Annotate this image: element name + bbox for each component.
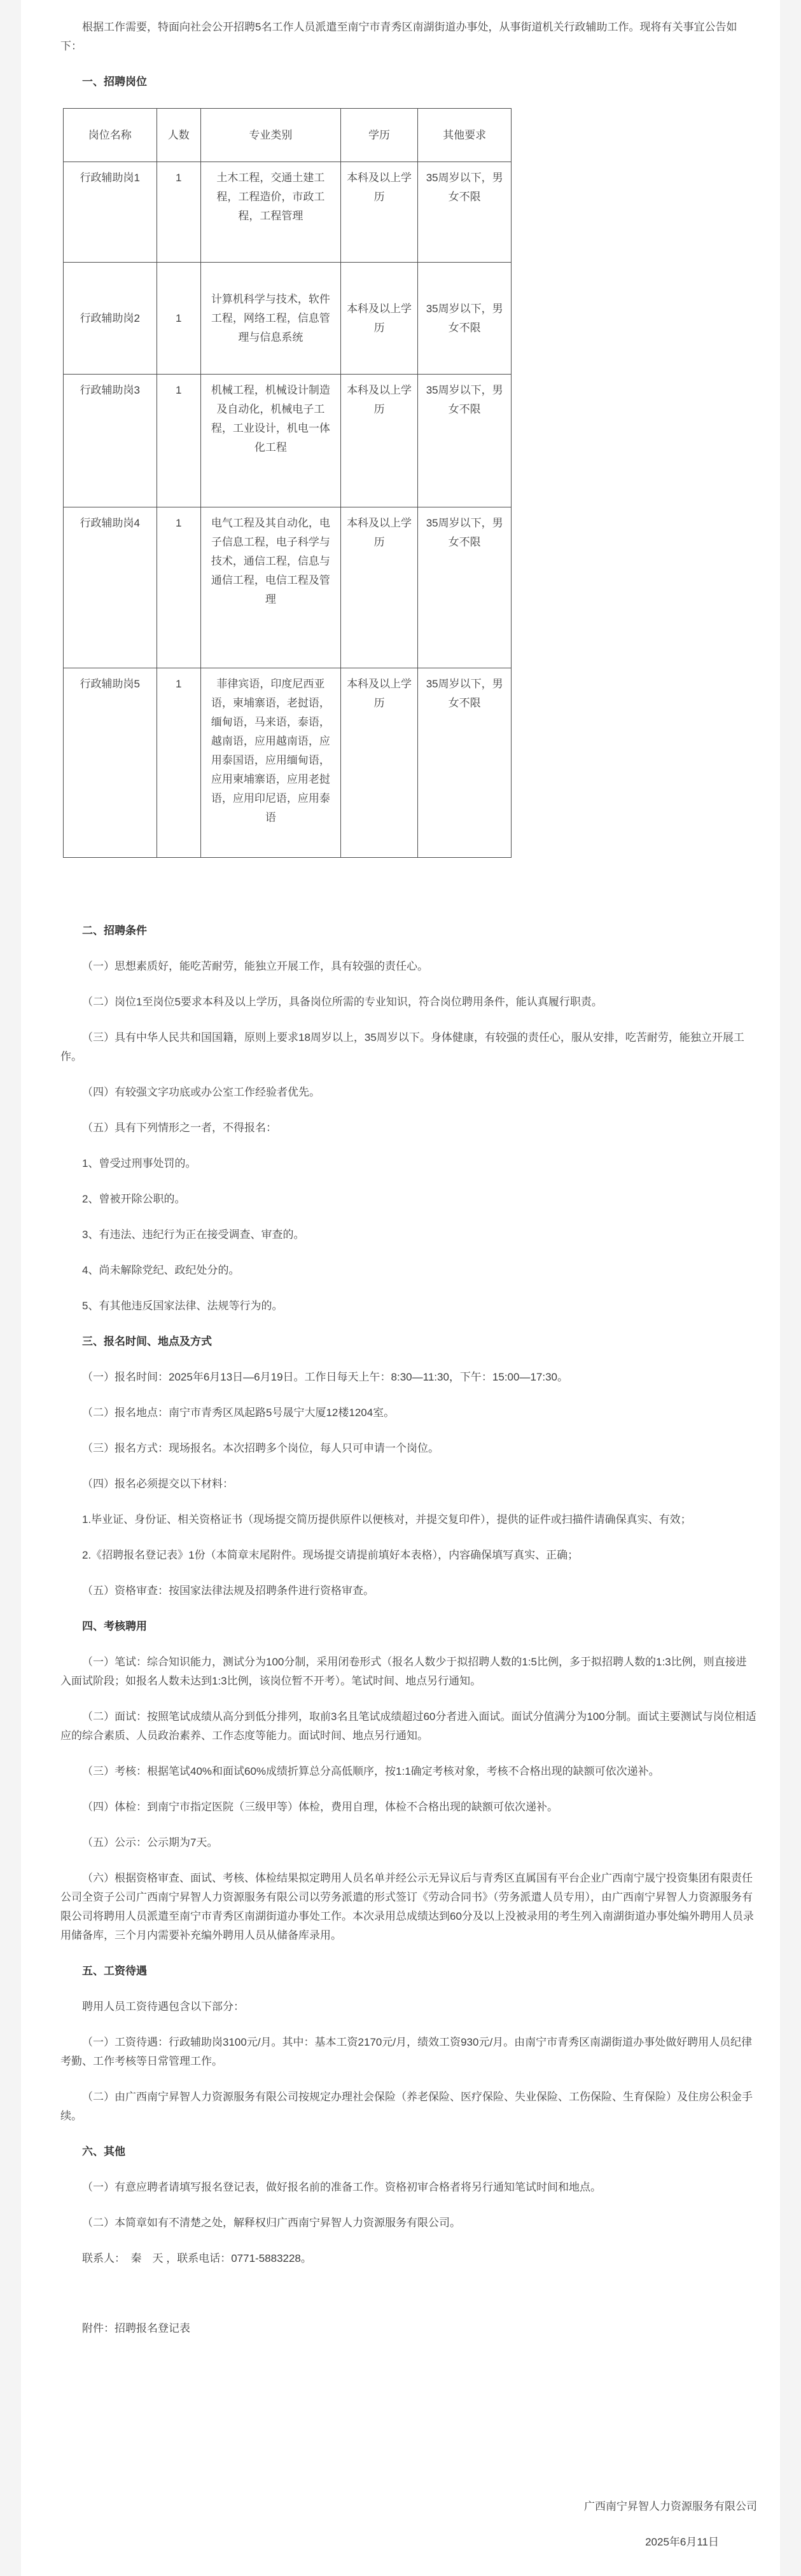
salary-item: （一）工资待遇：行政辅助岗3100元/月。其中：基本工资2170元/月，绩效工资930元/月。由南宁市青秀区南湖街道办事处做好聘用人员纪律考勤、工作考核等日常管理工作。 bbox=[60, 2036, 753, 2067]
other-item: （一）有意应聘者请填写报名登记表，做好报名前的准备工作。资格初审合格者将另行通知笔试时间和地点。 bbox=[82, 2181, 601, 2193]
column-header-other: 其他要求 bbox=[418, 109, 512, 162]
table-row bbox=[64, 263, 512, 375]
disqualification-item: 2、曾被开除公职的。 bbox=[82, 1193, 186, 1205]
salary-lead: 聘用人员工资待遇包含以下部分： bbox=[82, 2001, 244, 2013]
other-item: （二）本简章如有不清楚之处，解释权归广西南宁昇智人力资源服务有限公司。 bbox=[82, 2217, 461, 2229]
section3-heading: 三、报名时间、地点及方式 bbox=[82, 1335, 212, 1347]
assessment-item: （二）面试：按照笔试成绩从高分到低分排列，取前3名且笔试成绩超过60分者进入面试。面试分值满分为100分制。面试主要测试与岗位相适应的综合素质、人员政治素养、工作态度等能力。面试时间、地点另行通知。 bbox=[60, 1711, 756, 1742]
education-cell: 本科及以上学历 bbox=[340, 668, 418, 858]
count-cell: 1 bbox=[157, 375, 200, 507]
section2-heading: 二、招聘条件 bbox=[82, 925, 147, 937]
count-cell: 1 bbox=[157, 263, 200, 375]
material-item: 2.《招聘报名登记表》1份（本简章末尾附件。现场提交请提前填好本表格），内容确保填写真实、正确； bbox=[82, 1549, 579, 1561]
condition-item: （四）有较强文字功底或办公室工作经验者优先。 bbox=[82, 1086, 320, 1098]
recruitment-positions-table bbox=[63, 108, 512, 858]
signature-company: 广西南宁昇智人力资源服务有限公司 bbox=[584, 2500, 757, 2512]
majors-cell: 机械工程，机械设计制造及自动化，机械电子工程，工业设计，机电一体化工程 bbox=[200, 375, 340, 507]
registration-item: （四）报名必须提交以下材料： bbox=[82, 1478, 233, 1490]
assessment-item: （六）根据资格审查、面试、考核、体检结果拟定聘用人员名单并经公示无异议后与青秀区直属国有平台企业广西南宁晟宁投资集团有限责任公司全资子公司广西南宁昇智人力资源服务有限公司以劳务派遣的形式签订《劳动合同书》（劳务派遣人员专用），由广西南宁昇智人力资源服务有限公司将聘用人员派遣至南宁市青秀区南湖街道办事处工作。本次录用总成绩达到60分及以上没被录用的考生列入南湖街道办事处编外聘用人员录用储备库，三个月内需要补充编外聘用人员从储备库录用。 bbox=[60, 1872, 754, 1941]
condition-item: （五）具有下列情形之一者，不得报名： bbox=[82, 1122, 277, 1134]
education-cell: 本科及以上学历 bbox=[340, 162, 418, 263]
other-requirements-cell: 35周岁以下，男女不限 bbox=[418, 375, 512, 507]
condition-item: （三）具有中华人民共和国国籍，原则上要求18周岁以上，35周岁以下。身体健康，有较强的责任心，服从安排，吃苦耐劳，能独立开展工作。 bbox=[60, 1031, 744, 1063]
table-header-row bbox=[64, 109, 512, 162]
column-header-majors: 专业类别 bbox=[200, 109, 340, 162]
salary-item: （二）由广西南宁昇智人力资源服务有限公司按规定办理社会保险（养老保险、医疗保险、失业保险、工伤保险、生育保险）及住房公积金手续。 bbox=[60, 2091, 753, 2122]
count-cell: 1 bbox=[157, 668, 200, 858]
section5-heading: 五、工资待遇 bbox=[82, 1965, 147, 1977]
disqualification-item: 3、有违法、违纪行为正在接受调查、审查的。 bbox=[82, 1229, 305, 1241]
section1-heading: 一、招聘岗位 bbox=[82, 76, 147, 88]
intro-paragraph: 根据工作需要，特面向社会公开招聘5名工作人员派遣至南宁市青秀区南湖街道办事处，从事街道机关行政辅助工作。现将有关事宜公告如下： bbox=[60, 21, 737, 52]
position-cell: 行政辅助岗1 bbox=[64, 162, 157, 263]
position-cell: 行政辅助岗2 bbox=[64, 263, 157, 375]
registration-item: （五）资格审查：按国家法律法规及招聘条件进行资格审查。 bbox=[82, 1585, 374, 1597]
section6-heading: 六、其他 bbox=[82, 2146, 125, 2158]
registration-item: （三）报名方式：现场报名。本次招聘多个岗位，每人只可申请一个岗位。 bbox=[82, 1442, 439, 1454]
table-row bbox=[64, 162, 512, 263]
signature-date: 2025年6月11日 bbox=[645, 2536, 719, 2548]
count-cell: 1 bbox=[157, 507, 200, 668]
column-header-education: 学历 bbox=[340, 109, 418, 162]
disqualification-item: 1、曾受过刑事处罚的。 bbox=[82, 1157, 197, 1169]
disqualification-item: 5、有其他违反国家法律、法规等行为的。 bbox=[82, 1300, 283, 1312]
other-requirements-cell: 35周岁以下，男女不限 bbox=[418, 507, 512, 668]
attachment-line: 附件：招聘报名登记表 bbox=[82, 2322, 190, 2334]
table-row bbox=[64, 668, 512, 858]
table-row bbox=[64, 507, 512, 668]
registration-item: （一）报名时间：2025年6月13日—6月19日。工作日每天上午：8:30—11:30，下午：15:00—17:30。 bbox=[82, 1371, 568, 1383]
condition-item: （二）岗位1至岗位5要求本科及以上学历，具备岗位所需的专业知识，符合岗位聘用条件，能认真履行职责。 bbox=[82, 996, 602, 1008]
material-item: 1.毕业证、身份证、相关资格证书（现场提交简历提供原件以便核对，并提交复印件），提供的证件或扫描件请确保真实、有效； bbox=[82, 1513, 692, 1526]
table-row bbox=[64, 375, 512, 507]
education-cell: 本科及以上学历 bbox=[340, 263, 418, 375]
education-cell: 本科及以上学历 bbox=[340, 375, 418, 507]
majors-cell: 电气工程及其自动化，电子信息工程，电子科学与技术，通信工程，信息与通信工程，电信工程及管理 bbox=[200, 507, 340, 668]
education-cell: 本科及以上学历 bbox=[340, 507, 418, 668]
other-requirements-cell: 35周岁以下，男女不限 bbox=[418, 263, 512, 375]
other-requirements-cell: 35周岁以下，男女不限 bbox=[418, 162, 512, 263]
column-header-position: 岗位名称 bbox=[64, 109, 157, 162]
column-header-count: 人数 bbox=[157, 109, 200, 162]
majors-cell: 菲律宾语，印度尼西亚语，柬埔寨语，老挝语，缅甸语，马来语，泰语，越南语，应用越南语，应用泰国语，应用缅甸语，应用柬埔寨语，应用老挝语，应用印尼语，应用泰语 bbox=[200, 668, 340, 858]
announcement-document bbox=[21, 0, 780, 2576]
majors-cell: 计算机科学与技术，软件工程，网络工程，信息管理与信息系统 bbox=[200, 263, 340, 375]
assessment-item: （三）考核：根据笔试40%和面试60%成绩折算总分高低顺序，按1:1确定考核对象，考核不合格出现的缺额可依次递补。 bbox=[82, 1765, 660, 1777]
condition-item: （一）思想素质好，能吃苦耐劳，能独立开展工作，具有较强的责任心。 bbox=[82, 960, 428, 972]
count-cell: 1 bbox=[157, 162, 200, 263]
other-requirements-cell: 35周岁以下，男女不限 bbox=[418, 668, 512, 858]
disqualification-item: 4、尚未解除党纪、政纪处分的。 bbox=[82, 1264, 240, 1276]
assessment-item: （一）笔试：综合知识能力，测试分为100分制，采用闭卷形式（报名人数少于拟招聘人数的1:5比例，多于拟招聘人数的1:3比例，则直接进入面试阶段；如报名人数未达到1:3比例，该岗位暂不开考）。笔试时间、地点另行通知。 bbox=[60, 1656, 747, 1687]
position-cell: 行政辅助岗3 bbox=[64, 375, 157, 507]
section4-heading: 四、考核聘用 bbox=[82, 1620, 147, 1632]
assessment-item: （四）体检：到南宁市指定医院（三级甲等）体检，费用自理，体检不合格出现的缺额可依次递补。 bbox=[82, 1801, 558, 1813]
position-cell: 行政辅助岗4 bbox=[64, 507, 157, 668]
majors-cell: 土木工程，交通土建工程，工程造价，市政工程，工程管理 bbox=[200, 162, 340, 263]
position-cell: 行政辅助岗5 bbox=[64, 668, 157, 858]
contact-line: 联系人： 秦 天 ，联系电话：0771-5883228。 bbox=[82, 2252, 312, 2264]
registration-item: （二）报名地点：南宁市青秀区凤起路5号晟宁大厦12楼1204室。 bbox=[82, 1407, 395, 1419]
assessment-item: （五）公示：公示期为7天。 bbox=[82, 1836, 218, 1849]
